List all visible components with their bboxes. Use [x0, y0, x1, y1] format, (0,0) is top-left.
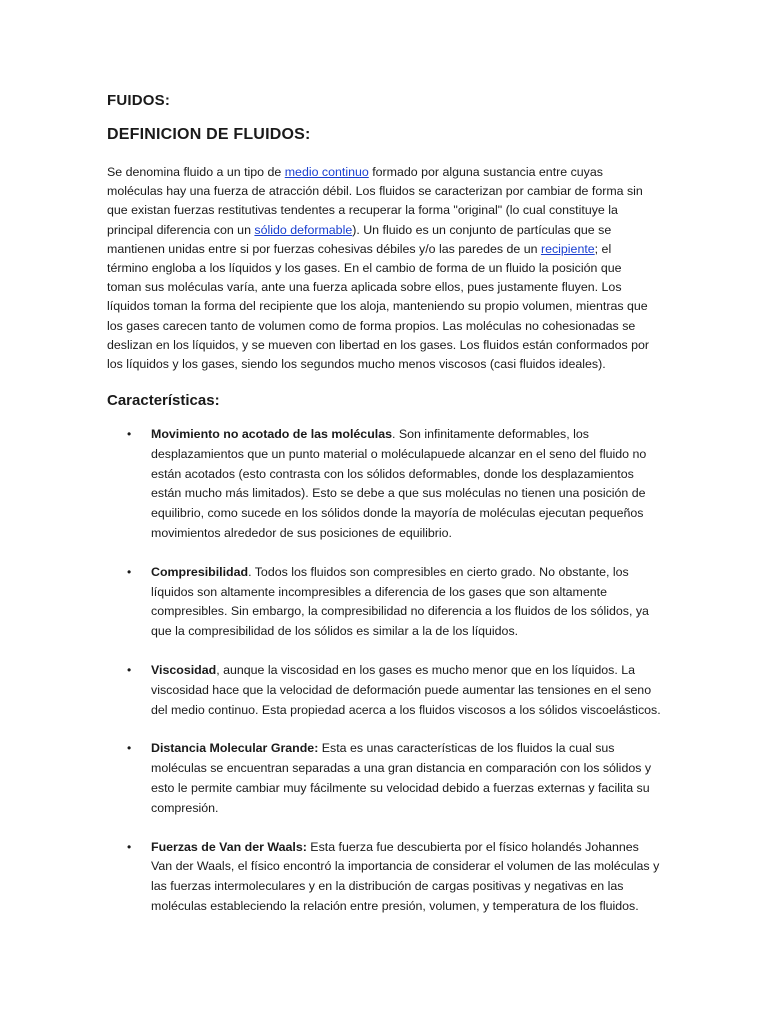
intro-paragraph — [107, 163, 655, 374]
item-text: , aunque la viscosidad en los gases es mucho menor que en los líquidos. La viscosidad hace que la velocidad de deformación puede aumentar las tensiones en el seno del medio continuo. Esta propiedad acerca a los fluidos viscosos a los sólidos viscoelásticos. — [151, 662, 661, 717]
item-text: Esta fuerza fue descubierta por el físico holandés Johannes Van der Waals, el físico encontró la importancia de considerar el volumen de las moléculas y las fuerzas intermoleculares y en la distribución de cargas positivas y negativas en las moléculas estableciendo la relación entre presión, volumen, y temperatura de los fluidos. — [151, 839, 660, 913]
intro-text-4: ; el término engloba a los líquidos y los gases. En el cambio de forma de un fluido la posición que toman sus moléculas varía, ante una fuerza aplicada sobre ellos, pues justamente fluyen. Los líquidos toman la forma del recipiente que los aloja, manteniendo su propio volumen, mientras que los gases carecen tanto de volumen como de forma propios. Las moléculas no cohesionadas se deslizan en los líquidos, y se mueven con libertad en los gases. Los fluidos están conformados por los líquidos y los gases, siendo los segundos mucho menos viscosos (casi fluidos ideales). — [107, 241, 650, 372]
item-term: Movimiento no acotado de las moléculas — [151, 427, 392, 441]
item-text: Esta es unas características de los fluidos la cual sus moléculas se encuentran separadas a una gran distancia en comparación con los sólidos y esto le permite cambiar muy fácilmente su velocidad debido a fuerzas externas y facilita su compresión. — [151, 741, 652, 815]
section-heading-definicion: DEFINICION DE FLUIDOS: — [107, 126, 311, 143]
item-text: . Todos los fluidos son compresibles en cierto grado. No obstante, los líquidos son altamente incompresibles a diferencia de los gases que son altamente compresibles. Sin embargo, la compresibilidad no diferencia a los fluidos de los sólidos, ya que la compresibilidad de los sólidos es similar a la de los líquidos. — [151, 564, 649, 639]
characteristics-list — [107, 425, 663, 936]
document-title: FUIDOS: — [107, 92, 171, 109]
item-term: Distancia Molecular Grande: — [151, 741, 319, 756]
link-solido-deformable[interactable]: sólido deformable — [254, 222, 353, 237]
bullet-icon: • — [127, 839, 132, 854]
intro-text-2: formado por alguna sustancia entre cuyas moléculas hay una fuerza de atracción débil. Los fluidos se caracterizan por cambiar de forma sin que existan fuerzas restitutivas tendentes a recuperar la forma "original" (lo cual constituye la principal diferencia con un — [107, 165, 643, 237]
list-item-van-der-waals — [107, 838, 663, 917]
item-text: . Son infinitamente deformables, los desplazamientos que un punto material o moléculapuede alcanzar en el seno del fluido no están acotados (esto contrasta con los sólidos deformables, donde los desplazamientos están mucho más limitados). Esto se debe a que sus moléculas no tienen una posición de equilibrio, como sucede en los sólidos donde la mayoría de moléculas ejecutan pequeños movimientos alrededor de sus posiciones de equilibrio. — [151, 427, 647, 540]
list-item-movimiento — [107, 425, 663, 544]
bullet-icon: • — [127, 741, 132, 756]
intro-text-1: Se denomina fluido a un tipo de — [107, 165, 285, 179]
item-term: Compresibilidad — [151, 564, 249, 579]
bullet-icon: • — [127, 564, 132, 579]
item-term: Fuerzas de Van der Waals: — [151, 839, 307, 854]
list-item-compresibilidad — [107, 563, 663, 642]
section-heading-caracteristicas: Características: — [107, 392, 220, 409]
link-medio-continuo[interactable]: medio continuo — [284, 165, 369, 179]
bullet-icon: • — [127, 662, 132, 677]
link-recipiente[interactable]: recipiente — [540, 241, 595, 256]
item-term: Viscosidad — [151, 662, 217, 677]
list-item-viscosidad — [107, 661, 663, 720]
list-item-distancia-molecular — [107, 739, 663, 818]
intro-text-3: ). Un fluido es un conjunto de partículas que se mantienen unidas entre si por fuerzas cohesivas débiles y/o las paredes de un — [107, 222, 612, 256]
bullet-icon: • — [127, 427, 132, 441]
